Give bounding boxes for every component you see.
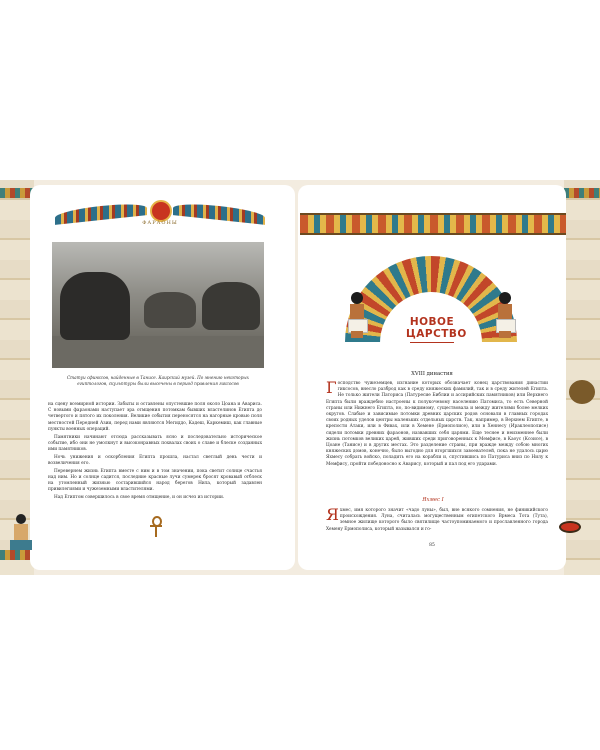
sun-disc [150,200,172,222]
page-number: 85 [429,543,435,548]
chapter-title [406,316,467,343]
chapter-title-line1: НОВОЕ [409,316,455,328]
column-capital-icon [569,380,595,404]
paragraph: Памятники начинают отсюда рассказывать ясно и последовательно историческое событие, ибо они не умолкнут и высоконравных похвалах своих о славе и блеске созданных ими памятников. [48,434,262,452]
section-title: Яхмес I [422,497,444,503]
paragraph: Над Египтом совершилось в свое время отмщение, и он исчез из истории. [54,494,225,500]
paragraph: Перевернем жизнь Египта вместе с ним и в том значении, пока светит солнце счастья над ним. Но и солнце садится, последние красные лучи сумерек бросят кровавый отблеск на утомленный жизнью состарившийся народ берегов Нила, который задавлен привилегиями и чужеземными властителями. [48,468,262,493]
photo-caption: Статуи сфинксов, найденные в Танисе. Каирский музей. По мнению некоторых египтологов, скульптуры были высечены в период правления гиксосов [66,375,250,386]
drop-cap: Г [326,378,337,397]
pillar-band [564,188,600,198]
egyptian-figure-left [346,292,368,338]
ankh-icon [150,516,162,538]
left-body-text [48,402,262,503]
ornamental-band [300,213,566,235]
right-section-text [326,505,548,533]
paragraph: на сцену всемирной истории. Забыты и оставлены опустевшие поля около Цоана и Авариса. С новыми фараонами наступает эра отмщения потомкам бывших властелинов Египта до четвертого и пятого их поколения. Великие события переносятся на нагорные кровью поля местностей Передней Азии, перед нами являются Мегиддо, Кадеш, Каркемиш, как главные пункты военных операций. [48,402,262,432]
sphinx-statue [202,282,260,330]
egyptian-figure-right [494,292,516,338]
chapter-title-line2: ЦАРСТВО [406,328,467,340]
right-column-decoration [564,180,600,575]
eye-of-horus-icon [555,518,585,532]
paragraph: Ночь унижения и оскорбления Египта прошла, настал светлый день чести и возвеличения его. [48,454,262,466]
pillar-band [0,188,34,198]
right-intro-text [326,378,548,468]
photo-floor [52,336,264,368]
drop-cap: Я [326,505,339,524]
title-rule [410,342,454,343]
ornament-label: ФАРАОНЫ [142,220,178,226]
intro-paragraph: осподство чужеземцев, изгнание которых обозначает конец царствования династии гиксосов, внесло разброд как в среду княжеских фамилий, так и в среду жителей Египта. Не только жители Паториса (Патуресие Библии и ассирийских памятников) или Верхнего Египта были враждебно настроены к полукочевому населению Патомиса, то есть Северной страны или Нижнего Египта, но, по-видимому, существовала и между жителями более мелких округов. Слабые и зависимые потомки древних царских родов основали в главных городах своих родных уделов центры маленьких отдельных царств. Так, например, в Верхнем Египте, в крепости Атаки, или в Фивах, или в Хемене (Ермополисе), или в Хеннесу (Ираклеополисе) сидели потомки древних фараонов, назвавших себя царями. Еще теснее и неизменнее были жизнь потомков великих царей, живших среди приговоренных к Мемфисе, в Каоус (Ксоисе), в Цоане (Танисе) и в других местах. Это разделение страны, при вражде между собою многих княжеских домов, конечно, было выгодно для вторгшихся завоевателей, пока не удалось царю Яхмесу собрать войско, поладить его на корабли и, спустившись по Патуриса вниз по Нилу к Мемфису, пройти победоносно к Аварису, который и пал под его ударами. [326,381,548,467]
sphinx-photo [52,242,264,368]
sphinx-statue [144,292,196,328]
dynasty-subtitle: XVIII династия [411,371,453,377]
sphinx-statue [60,272,130,340]
section-paragraph: хмес, имя которого значит «чадо луны», был, вне всякого сомнения, не финикийского происхождения. Луна, считалась могущественным египетского Врмеса Тота (Тута), земное жилище которого было святилище частоупоминаемого и прославленного города Хемену Ермополиса, который назывался и го- [326,508,548,532]
winged-sun-icon [55,198,265,228]
seated-figure-icon [10,514,32,554]
